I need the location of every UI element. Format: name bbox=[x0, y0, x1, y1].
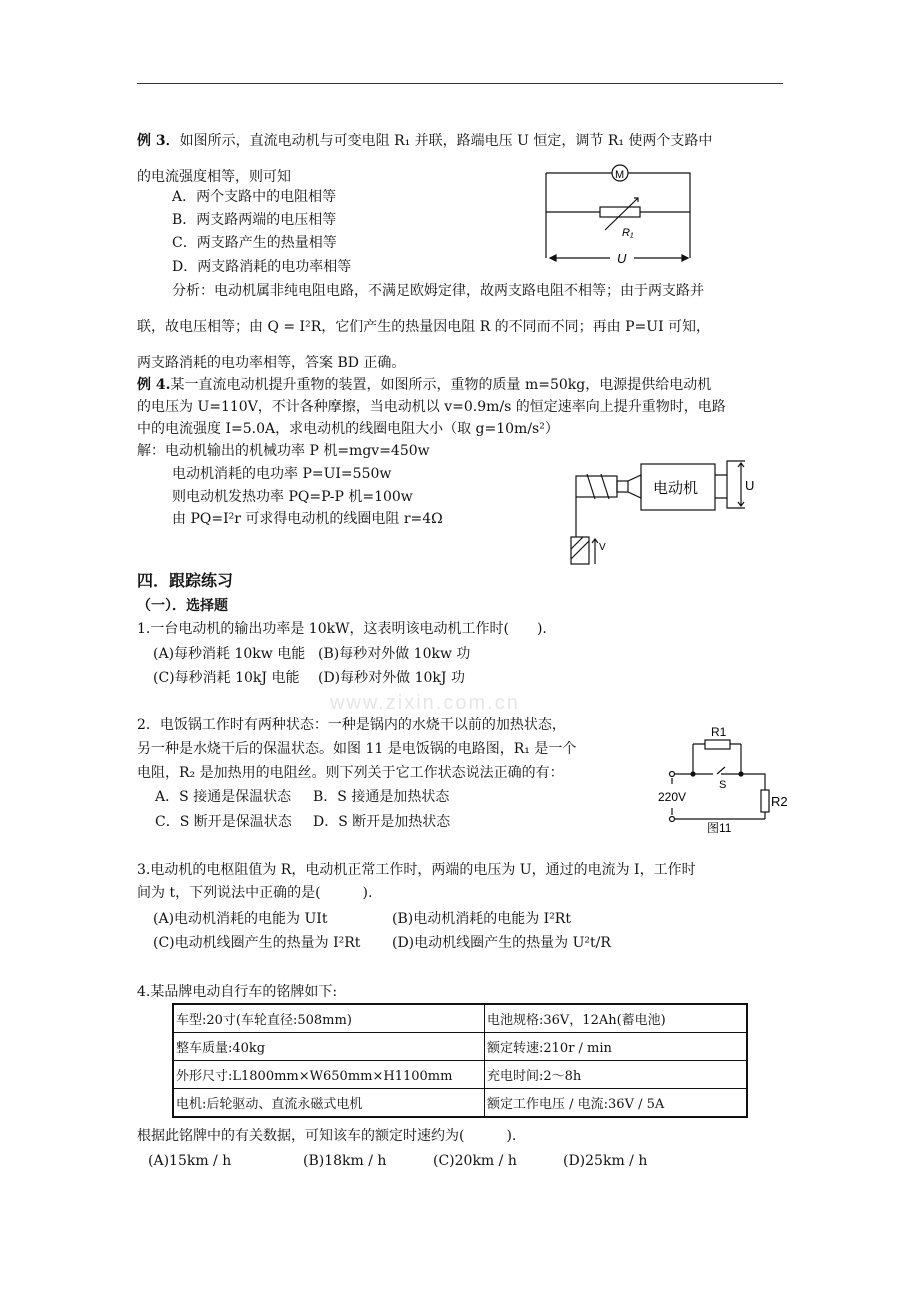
q4-option-d: (D)25km / h bbox=[563, 1153, 648, 1169]
q2-stem-3: 电阻，R₂ 是加热用的电阻丝。则下列关于它工作状态说法正确的有： bbox=[137, 765, 564, 781]
section-title: 四．跟踪练习 bbox=[137, 571, 234, 590]
q1-option-d: (D)每秒对外做 10kJ 功 bbox=[318, 670, 465, 686]
switch-label: S bbox=[719, 779, 727, 791]
ex4-motor-diagram bbox=[565, 455, 795, 570]
table-cell: 额定工作电压 / 电流:36V / 5A bbox=[485, 1089, 748, 1118]
ex3-line2: 的电流强度相等，则可知 bbox=[137, 169, 291, 185]
table-cell: 整车质量:40kg bbox=[173, 1033, 485, 1061]
q4-question: 根据此铭牌中的有关数据，可知该车的额定时速约为( ). bbox=[137, 1128, 517, 1144]
table-cell: 外形尺寸:L1800mm×W650mm×H1100mm bbox=[173, 1061, 485, 1089]
motor-label: 电动机 bbox=[653, 480, 699, 497]
table-row bbox=[173, 1033, 747, 1061]
q2-option-c: C．S 断开是保温状态 bbox=[155, 814, 292, 830]
q2-option-a: A．S 接通是保温状态 bbox=[155, 789, 292, 805]
q3-option-d: (D)电动机线圈产生的热量为 U²t/R bbox=[392, 935, 611, 951]
ex4-solution-3: 则电动机发热功率 PQ=P-P 机=100w bbox=[172, 489, 413, 505]
q2-option-d: D．S 断开是加热状态 bbox=[313, 814, 451, 830]
ex4-line1 bbox=[137, 376, 711, 394]
table-cell: 充电时间:2～8h bbox=[485, 1061, 748, 1089]
fig11-circuit-diagram bbox=[655, 722, 795, 838]
q3-stem-1: 3.电动机的电枢阻值为 R，电动机正常工作时，两端的电压为 U，通过的电流为 I，工作时 bbox=[137, 862, 696, 878]
q2-option-b: B．S 接通是加热状态 bbox=[313, 789, 450, 805]
voltage-label: 220V bbox=[658, 790, 687, 804]
q4-option-b: (B)18km / h bbox=[303, 1153, 387, 1169]
header-rule bbox=[137, 83, 783, 84]
q3-option-b: (B)电动机消耗的电能为 I²Rt bbox=[392, 911, 571, 927]
q4-option-c: (C)20km / h bbox=[433, 1153, 517, 1169]
ex3-analysis-2: 联，故电压相等；由 Q = I²R，它们产生的热量因电阻 R 的不同而不同；再由 P=UI 可知， bbox=[137, 319, 711, 335]
figure-caption: 图11 bbox=[707, 821, 732, 835]
table-row bbox=[173, 1089, 747, 1118]
ex4-line3: 中的电流强度 I=5.0A，求电动机的线圈电阻大小（取 g=10m/s²） bbox=[137, 421, 559, 437]
section-subtitle: （一）．选择题 bbox=[137, 598, 228, 614]
ex3-text: 如图所示，直流电动机与可变电阻 R₁ 并联，路端电压 U 恒定，调节 R₁ 使两个支路中 bbox=[179, 133, 713, 149]
ex4-solution-2: 电动机消耗的电功率 P=UI=550w bbox=[172, 466, 392, 482]
table-cell: 额定转速:210r / min bbox=[485, 1033, 748, 1061]
q1-option-a: (A)每秒消耗 10kw 电能 bbox=[153, 646, 306, 662]
ex4-text: 某一直流电动机提升重物的装置，如图所示，重物的质量 m=50kg，电源提供给电动机 bbox=[170, 377, 712, 393]
ex3-option-b: B．两支路两端的电压相等 bbox=[172, 212, 337, 228]
watermark: www.zixin.com.cn bbox=[330, 692, 520, 714]
q4-stem: 4.某品牌电动自行车的铭牌如下: bbox=[137, 984, 338, 1000]
ex3-option-d: D．两支路消耗的电功率相等 bbox=[172, 259, 352, 275]
table-row bbox=[173, 1004, 747, 1033]
ex4-solution-1: 解：电动机输出的机械功率 P 机=mgv=450w bbox=[137, 443, 430, 459]
ex3-analysis-1: 分析：电动机属非纯电阻电路，不满足欧姆定律，故两支路电阻不相等；由于两支路并 bbox=[172, 283, 704, 299]
ex3-line1 bbox=[137, 132, 712, 150]
q1-stem: 1.一台电动机的输出功率是 10kW，这表明该电动机工作时( ). bbox=[137, 621, 547, 637]
r2-label: R2 bbox=[771, 794, 788, 809]
velocity-label: V bbox=[599, 542, 606, 553]
q4-option-a: (A)15km / h bbox=[148, 1153, 232, 1169]
table-row bbox=[173, 1061, 747, 1089]
r1-label: R1 bbox=[711, 725, 727, 739]
q3-option-a: (A)电动机消耗的电能为 UIt bbox=[153, 911, 328, 927]
ex3-analysis-3: 两支路消耗的电功率相等，答案 BD 正确。 bbox=[137, 355, 406, 371]
q1-option-b: (B)每秒对外做 10kw 功 bbox=[318, 646, 471, 662]
q1-option-c: (C)每秒消耗 10kJ 电能 bbox=[153, 670, 300, 686]
ex3-option-c: C．两支路产生的热量相等 bbox=[172, 235, 337, 251]
ex3-option-a: A．两个支路中的电阻相等 bbox=[172, 189, 337, 205]
ex4-label: 例 4. bbox=[137, 377, 171, 393]
q3-stem-2: 间为 t，下列说法中正确的是( ). bbox=[137, 885, 373, 901]
ex3-label: 例 3． bbox=[137, 133, 180, 149]
table-cell: 电池规格:36V，12Ah(蓄电池) bbox=[485, 1004, 748, 1033]
table-cell: 电机:后轮驱动、直流永磁式电机 bbox=[173, 1089, 485, 1118]
table-cell: 车型:20寸(车轮直径:508mm) bbox=[173, 1004, 485, 1033]
nameplate-table bbox=[172, 1003, 748, 1118]
voltage-label: U bbox=[617, 251, 627, 266]
q3-option-c: (C)电动机线圈产生的热量为 I²Rt bbox=[153, 935, 361, 951]
motor-label: M bbox=[615, 169, 625, 181]
q2-stem-1: 2．电饭锅工作时有两种状态：一种是锅内的水烧干以前的加热状态， bbox=[137, 717, 566, 733]
resistor-label: R₁ bbox=[622, 227, 634, 239]
ex4-solution-4: 由 PQ=I²r 可求得电动机的线圈电阻 r=4Ω bbox=[172, 511, 443, 527]
q2-stem-2: 另一种是水烧干后的保温状态。如图 11 是电饭锅的电路图，R₁ 是一个 bbox=[137, 741, 577, 757]
ex4-line2: 的电压为 U=110V，不计各种摩擦，当电动机以 v=0.9m/s 的恒定速率向上提升重物时，电路 bbox=[137, 399, 726, 415]
voltage-label: U bbox=[745, 478, 755, 493]
ex3-circuit-diagram bbox=[540, 160, 700, 270]
